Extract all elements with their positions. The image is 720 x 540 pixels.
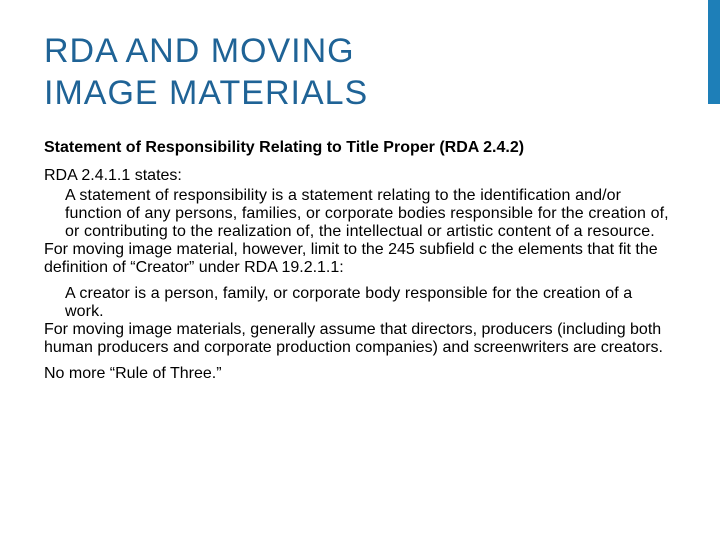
slide-title-line-1: RDA AND MOVING [44,32,355,70]
creators-assumption-text: For moving image materials, generally assume that directors, producers (including both human producers and corporate production companies) and screenwriters are creators. [44,321,663,356]
intro-text: RDA 2.4.1.1 states: [44,167,182,184]
section-heading: Statement of Responsibility Relating to Title Proper (RDA 2.4.2) [44,139,525,156]
slide-body [44,139,674,391]
rule-of-three-note: No more “Rule of Three.” [44,365,222,382]
slide-title-line-2: IMAGE MATERIALS [44,74,369,112]
moving-image-guidance: For moving image material, however, limit to the 245 subfield c the elements that fit the definition of “Creator” under RDA 19.2.1.1: [44,241,658,276]
accent-bar [708,0,720,104]
creator-definition-quote: A creator is a person, family, or corporate body responsible for the creation of a work. [65,285,633,320]
slide-title [44,30,644,114]
rda-definition-quote: A statement of responsibility is a statement relating to the identification and/or function of any persons, families, or corporate bodies responsible for the creation of, or contributing to the realization of, the intellectual or artistic content of a resource. [65,187,669,240]
